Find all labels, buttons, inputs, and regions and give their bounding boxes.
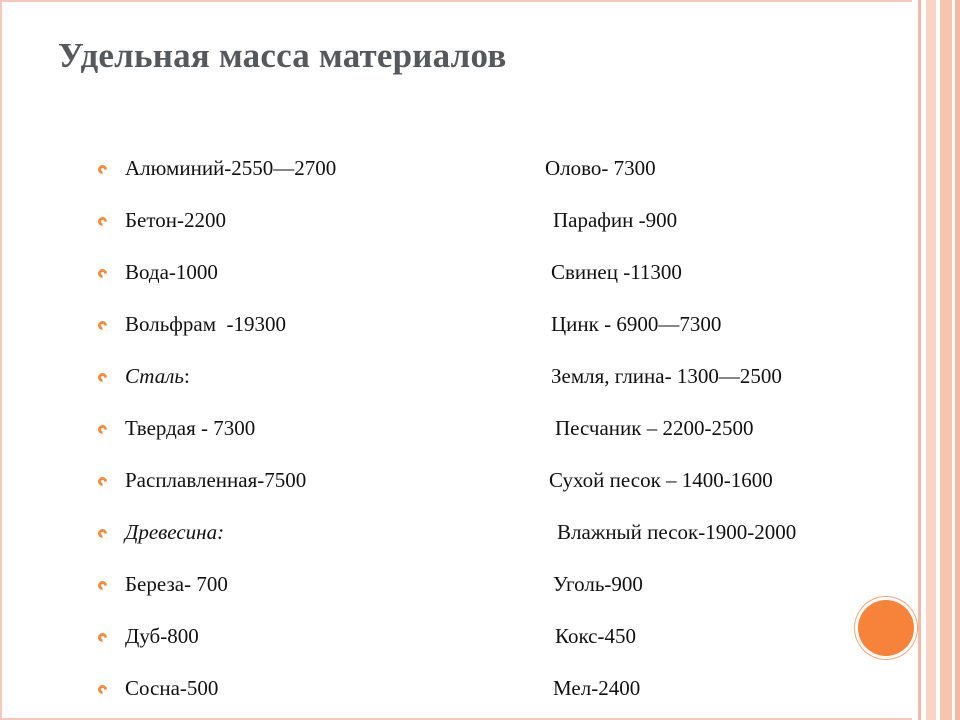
list-item-left: Твердая - 7300: [125, 416, 256, 440]
list-item-right: Кокс-450: [555, 624, 636, 648]
list-item: [0, 260, 900, 296]
bullet-icon: [98, 165, 107, 174]
list-item: [0, 572, 900, 608]
bullet-icon: [98, 477, 107, 486]
list-item-right: Песчаник – 2200-2500: [555, 416, 754, 440]
list-item-left: Дуб-800: [125, 624, 199, 648]
list-item-left: [125, 364, 190, 389]
bullet-icon: [98, 685, 107, 694]
bullet-icon: [98, 425, 107, 434]
list-item-left-italic: Сталь: [125, 364, 184, 388]
list-item: [0, 312, 900, 348]
list-item: [0, 208, 900, 244]
list-item-left: Алюминий-2550—2700: [125, 156, 337, 180]
frame-left-border: [0, 0, 2, 720]
list-item: [0, 676, 900, 712]
slide-title: Удельная масса материалов: [58, 36, 507, 75]
list-item-right: Земля, глина- 1300—2500: [551, 364, 782, 388]
stripe: [926, 0, 936, 720]
list-item-right: Мел-2400: [553, 676, 641, 700]
list-item-right: Цинк - 6900—7300: [551, 312, 722, 336]
list-item-left-suffix: :: [183, 364, 190, 388]
list-item: [0, 156, 900, 192]
stripe: [940, 0, 952, 720]
list-item-left: Вольфрам -19300: [125, 312, 286, 336]
list-item: [0, 520, 900, 556]
list-item-right: Уголь-900: [553, 572, 643, 596]
decorative-circle: [858, 600, 914, 656]
list-item-right: Влажный песок-1900-2000: [557, 520, 797, 544]
list-item-right: Свинец -11300: [551, 260, 682, 284]
bullet-icon: [98, 633, 107, 642]
list-item-left: Расплавленная-7500: [125, 468, 307, 492]
bullet-icon: [98, 269, 107, 278]
bullet-icon: [98, 373, 107, 382]
list-item: [0, 624, 900, 660]
list-item-right: Парафин -900: [553, 208, 678, 232]
bullet-icon: [98, 321, 107, 330]
list-item: [0, 416, 900, 452]
decorative-stripes: [912, 0, 960, 720]
list-item-right: Сухой песок – 1400-1600: [549, 468, 773, 492]
list-item-right: Олово- 7300: [545, 156, 656, 180]
list-item-left: Древесина:: [125, 520, 225, 544]
list-item-left: Бетон-2200: [125, 208, 227, 232]
bullet-icon: [98, 581, 107, 590]
list-item-left: Береза- 700: [125, 572, 228, 596]
stripe: [955, 0, 960, 720]
bullet-icon: [98, 217, 107, 226]
list-item: [0, 468, 900, 504]
bullet-icon: [98, 529, 107, 538]
frame-top-border: [0, 0, 960, 2]
list-item: [0, 364, 900, 400]
list-item-left: Сосна-500: [125, 676, 219, 700]
list-item-left: Вода-1000: [125, 260, 218, 284]
